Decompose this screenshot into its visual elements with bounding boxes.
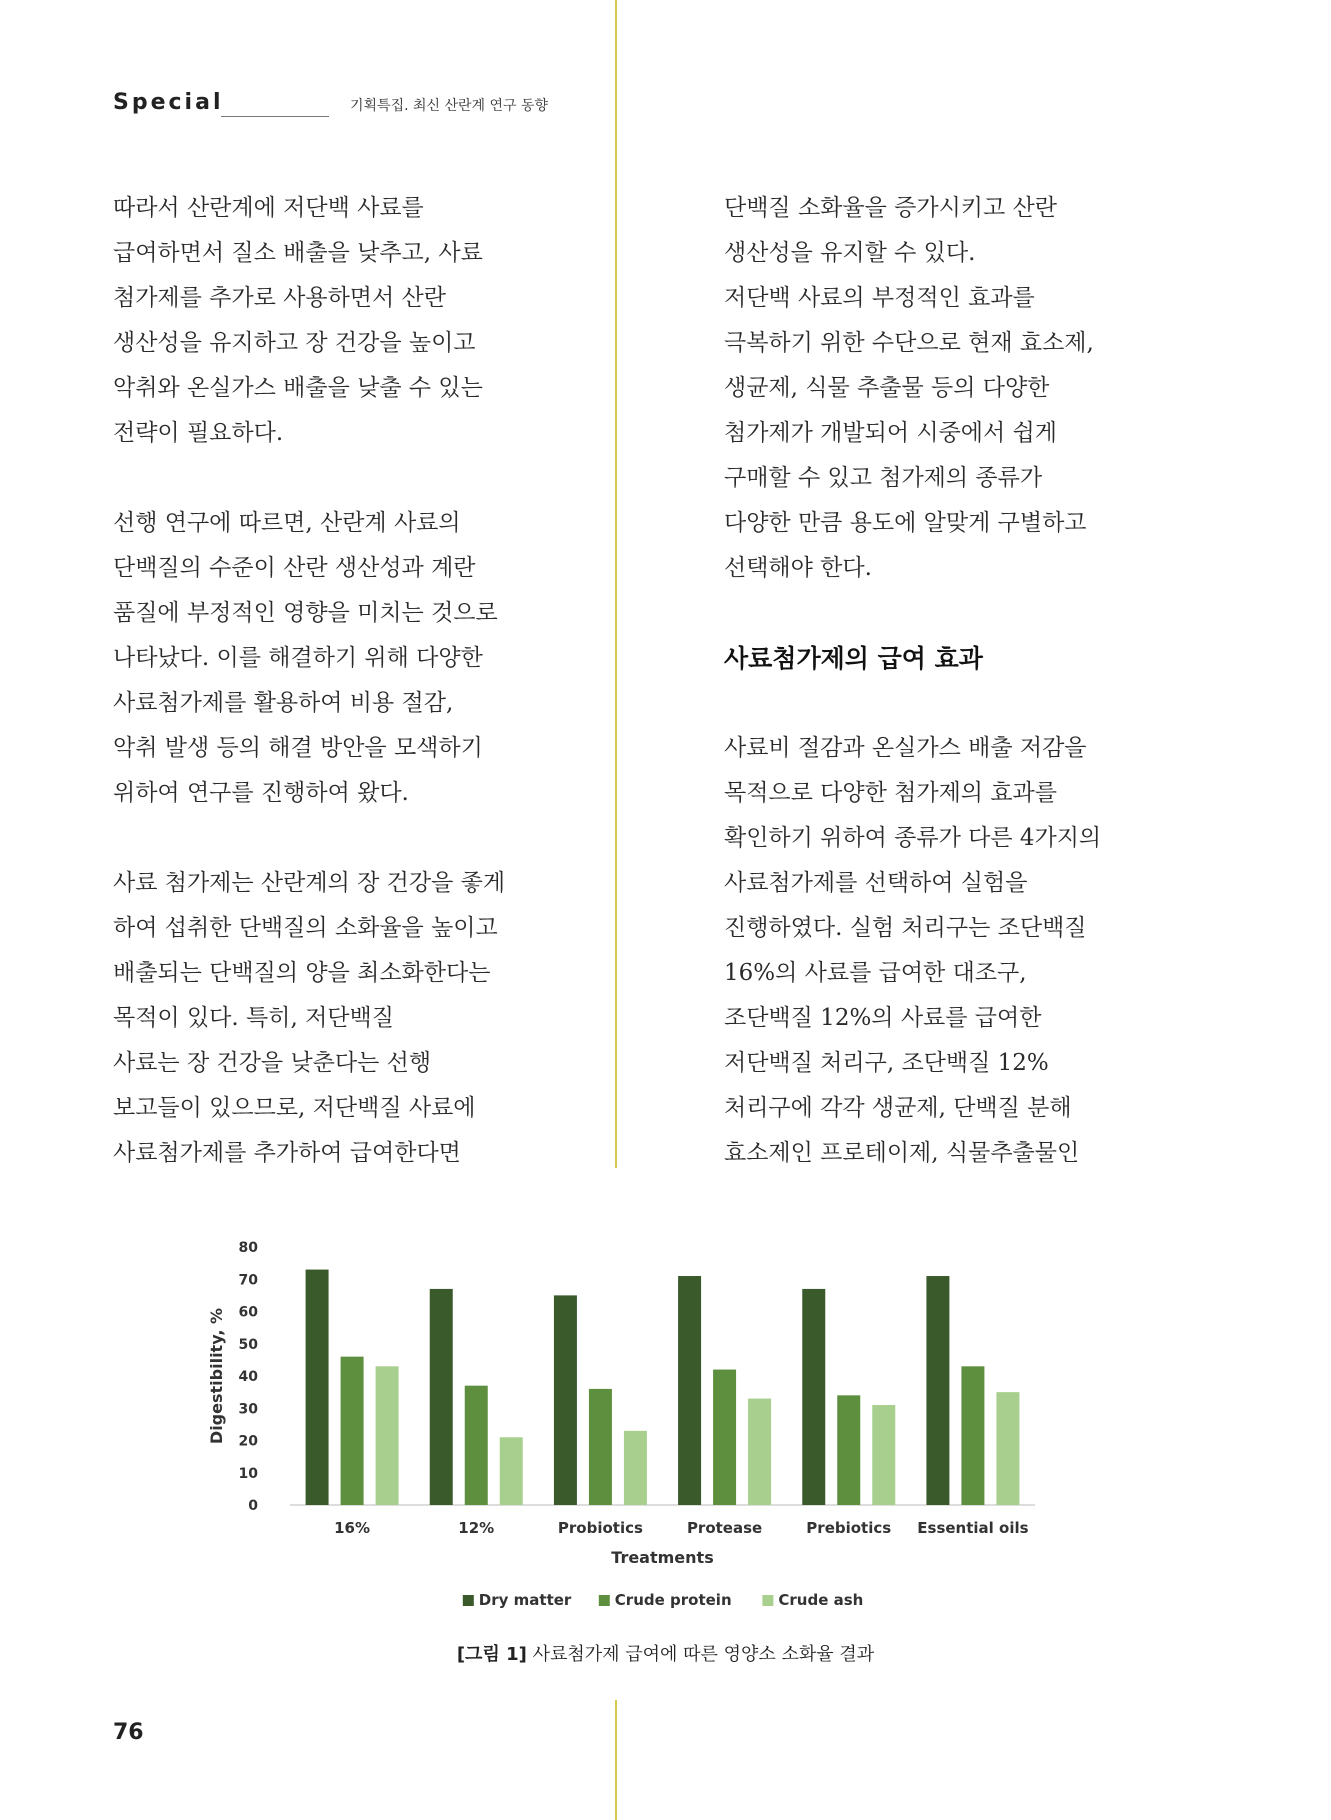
text-line: 생산성을 유지하고 장 건강을 높이고 (113, 330, 476, 356)
text-line: 단백질의 수준이 산란 생산성과 계란 (113, 555, 476, 581)
y-tick-label: 70 (238, 1272, 258, 1289)
paragraph (724, 186, 1194, 591)
bar (624, 1431, 647, 1505)
text-line: 사료첨가제를 선택하여 실험을 (724, 870, 1028, 896)
text-line: 사료는 장 건강을 낮춘다는 선행 (113, 1050, 432, 1076)
legend-swatch (762, 1595, 773, 1606)
caption-text: 사료첨가제 급여에 따른 영양소 소화율 결과 (526, 1644, 875, 1665)
x-tick-label: Protease (686, 1519, 763, 1537)
section-label: Special (113, 90, 224, 115)
text-line: 단백질 소화율을 증가시키고 산란 (724, 195, 1057, 221)
text-line: 첨가제가 개발되어 시중에서 쉽게 (724, 420, 1057, 446)
legend-label: Crude protein (614, 1591, 732, 1609)
text-line: 선택해야 한다. (724, 555, 872, 581)
text-line: 나타났다. 이를 해결하기 위해 다양한 (113, 645, 483, 671)
text-line: 생균제, 식물 추출물 등의 다양한 (724, 375, 1050, 401)
y-tick-label: 10 (238, 1465, 258, 1482)
paragraph (113, 501, 583, 816)
text-line: 악취 발생 등의 해결 방안을 모색하기 (113, 735, 483, 761)
section-heading: 사료첨가제의 급여 효과 (724, 644, 983, 673)
text-line: 16%의 사료를 급여한 대조구, (724, 960, 1027, 986)
text-line: 목적으로 다양한 첨가제의 효과를 (724, 780, 1057, 806)
y-tick-label: 0 (248, 1498, 258, 1514)
text-line: 구매할 수 있고 첨가제의 종류가 (724, 465, 1043, 491)
bar (589, 1389, 612, 1505)
bar (713, 1370, 736, 1505)
digestibility-chart (0, 1225, 1331, 1635)
bar (341, 1357, 364, 1505)
text-line: 사료첨가제를 추가하여 급여한다면 (113, 1140, 461, 1166)
paragraph (113, 186, 583, 456)
left-column (113, 186, 583, 1221)
text-line: 효소제인 프로테이제, 식물추출물인 (724, 1140, 1080, 1166)
bar (748, 1399, 771, 1505)
bar (500, 1437, 523, 1505)
text-line: 위하여 연구를 진행하여 왔다. (113, 780, 409, 806)
paragraph (724, 726, 1194, 1176)
header-rule (221, 116, 329, 117)
bar (872, 1405, 895, 1505)
page-number: 76 (113, 1720, 144, 1745)
bar (678, 1276, 701, 1505)
x-axis-title: Treatments (611, 1548, 714, 1567)
text-line: 하여 섭취한 단백질의 소화율을 높이고 (113, 915, 498, 941)
text-line: 저단백 사료의 부정적인 효과를 (724, 285, 1035, 311)
text-line: 품질에 부정적인 영향을 미치는 것으로 (113, 600, 498, 626)
text-line: 저단백질 처리구, 조단백질 12% (724, 1050, 1049, 1076)
text-line: 배출되는 단백질의 양을 최소화한다는 (113, 960, 491, 986)
text-line: 극복하기 위한 수단으로 현재 효소제, (724, 330, 1094, 356)
header-subtitle: 기획특집. 최신 산란계 연구 동향 (350, 98, 549, 114)
y-tick-label: 80 (238, 1240, 258, 1256)
bar (306, 1270, 329, 1505)
text-line: 사료첨가제를 활용하여 비용 절감, (113, 690, 454, 716)
bar (554, 1295, 577, 1505)
bar (996, 1392, 1019, 1505)
x-tick-label: 16% (334, 1519, 371, 1537)
legend-label: Crude ash (778, 1591, 864, 1609)
text-line: 급여하면서 질소 배출을 낮추고, 사료 (113, 240, 483, 266)
x-tick-label: Probiotics (557, 1519, 643, 1537)
bar (376, 1366, 399, 1505)
text-line: 보고들이 있으므로, 저단백질 사료에 (113, 1095, 476, 1121)
text-line: 전략이 필요하다. (113, 420, 284, 446)
y-tick-label: 30 (238, 1401, 258, 1418)
text-line: 조단백질 12%의 사료를 급여한 (724, 1005, 1042, 1031)
bar (465, 1386, 488, 1505)
bar (837, 1395, 860, 1505)
bar (926, 1276, 949, 1505)
text-line: 처리구에 각각 생균제, 단백질 분해 (724, 1095, 1072, 1121)
y-tick-label: 40 (238, 1369, 258, 1385)
bar (802, 1289, 825, 1505)
caption-label: [그림 1] (456, 1644, 527, 1665)
text-line: 생산성을 유지할 수 있다. (724, 240, 976, 266)
x-tick-label: Essential oils (917, 1519, 1029, 1537)
y-tick-label: 60 (238, 1304, 258, 1321)
legend-label: Dry matter (478, 1591, 572, 1609)
bar (430, 1289, 453, 1505)
text-line: 선행 연구에 따르면, 산란계 사료의 (113, 510, 461, 536)
column-divider-top (615, 0, 617, 1168)
text-line: 다양한 만큼 용도에 알맞게 구별하고 (724, 510, 1087, 536)
text-line: 진행하였다. 실험 처리구는 조단백질 (724, 915, 1087, 941)
text-line: 첨가제를 추가로 사용하면서 산란 (113, 285, 446, 311)
legend-swatch (463, 1595, 474, 1606)
figure-caption (0, 1640, 1331, 1666)
y-tick-label: 50 (238, 1336, 258, 1353)
text-line: 따라서 산란계에 저단백 사료를 (113, 195, 424, 221)
y-tick-label: 20 (238, 1433, 258, 1450)
right-column (724, 186, 1194, 1221)
x-tick-label: Prebiotics (806, 1519, 892, 1537)
text-line: 사료비 절감과 온실가스 배출 저감을 (724, 735, 1087, 761)
text-line: 확인하기 위하여 종류가 다른 4가지의 (724, 825, 1102, 851)
text-line: 사료 첨가제는 산란계의 장 건강을 좋게 (113, 870, 506, 896)
paragraph (113, 861, 583, 1176)
column-divider-bottom (615, 1700, 617, 1820)
bar (961, 1366, 984, 1505)
text-line: 목적이 있다. 특히, 저단백질 (113, 1005, 394, 1031)
legend-swatch (599, 1595, 610, 1606)
x-tick-label: 12% (458, 1519, 495, 1537)
bar-chart-svg (0, 1225, 1331, 1635)
y-axis-title: Digestibility, % (207, 1307, 226, 1445)
text-line: 악취와 온실가스 배출을 낮출 수 있는 (113, 375, 483, 401)
